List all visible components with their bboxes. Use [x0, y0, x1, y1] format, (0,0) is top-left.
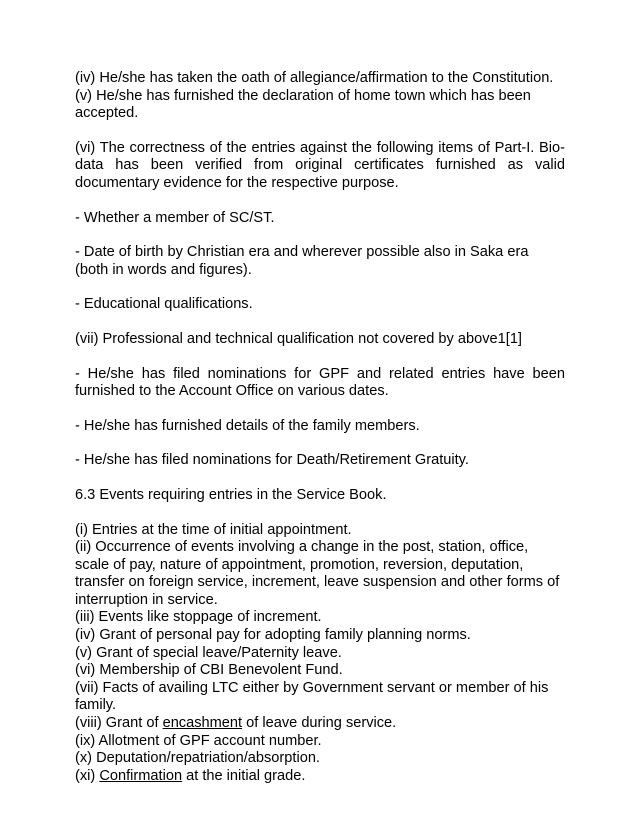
paragraph-gratuity — [75, 452, 565, 470]
text-line: data has been verified from original certificates furnished as valid — [75, 157, 565, 174]
list-item-continuation: family. — [75, 697, 117, 714]
list-item: (vii) Facts of availing LTC either by Government servant or member of his — [75, 679, 549, 696]
list-item-text: (viii) Grant of — [75, 715, 163, 732]
list-item-text: of leave during service. — [242, 715, 397, 732]
list-item: (ii) Occurrence of events involving a change in the post, station, office, — [75, 539, 529, 556]
section-heading-6-3 — [75, 487, 565, 505]
text-line: documentary evidence for the respective purpose. — [75, 174, 399, 191]
text-line: (vi) The correctness of the entries against the following items of Part-I. Bio- — [75, 139, 565, 156]
text-line: - He/she has furnished details of the family members. — [75, 417, 420, 434]
list-item: (ix) Allotment of GPF account number. — [75, 732, 322, 749]
text-line: - Date of birth by Christian era and wherever possible also in Saka era — [75, 244, 529, 261]
text-line: - Educational qualifications. — [75, 296, 253, 313]
events-list — [75, 522, 565, 786]
paragraph-sc-st — [75, 210, 565, 228]
text-line: furnished to the Account Office on various dates. — [75, 383, 389, 400]
list-item-text: (xi) — [75, 767, 100, 784]
list-item: (v) Grant of special leave/Paternity leave. — [75, 644, 342, 661]
text-line: (vii) Professional and technical qualification not covered by above1[1] — [75, 330, 522, 347]
list-item — [75, 715, 565, 733]
paragraph-family-members — [75, 418, 565, 436]
list-item: (i) Entries at the time of initial appointment. — [75, 521, 352, 538]
paragraph-biodata-verification — [75, 140, 565, 193]
text-line: accepted. — [75, 105, 139, 122]
text-line: - He/she has filed nominations for GPF and related entries have been — [75, 365, 565, 382]
text-line: (v) He/she has furnished the declaration of home town which has been — [75, 87, 531, 104]
text-line: (iv) He/she has taken the oath of allegiance/affirmation to the Constitution. — [75, 70, 554, 86]
list-item: (iii) Events like stoppage of increment. — [75, 609, 322, 626]
list-item: (x) Deputation/repatriation/absorption. — [75, 750, 320, 767]
list-item: (vi) Membership of CBI Benevolent Fund. — [75, 662, 343, 679]
document-page — [75, 70, 565, 785]
text-line: (both in words and figures). — [75, 261, 252, 278]
text-line: - Whether a member of SC/ST. — [75, 209, 275, 226]
paragraph-professional-qualification — [75, 331, 565, 349]
text-line: 6.3 Events requiring entries in the Service Book. — [75, 486, 387, 503]
paragraph-education — [75, 296, 565, 314]
list-item-text: at the initial grade. — [182, 767, 306, 784]
list-item — [75, 768, 565, 786]
underlined-term-encashment: encashment — [162, 715, 243, 732]
list-item-continuation: scale of pay, nature of appointment, promotion, reversion, deputation, — [75, 556, 524, 573]
list-item-continuation: transfer on foreign service, increment, leave suspension and other forms of — [75, 574, 560, 591]
underlined-term-confirmation: Confirmation — [99, 767, 183, 784]
paragraph-date-of-birth — [75, 244, 565, 279]
list-item-continuation: interruption in service. — [75, 591, 218, 608]
paragraph-oath-hometown — [75, 70, 565, 123]
paragraph-gpf-nominations — [75, 366, 565, 401]
list-item: (iv) Grant of personal pay for adopting family planning norms. — [75, 627, 471, 644]
text-line: - He/she has filed nominations for Death/Retirement Gratuity. — [75, 452, 469, 469]
